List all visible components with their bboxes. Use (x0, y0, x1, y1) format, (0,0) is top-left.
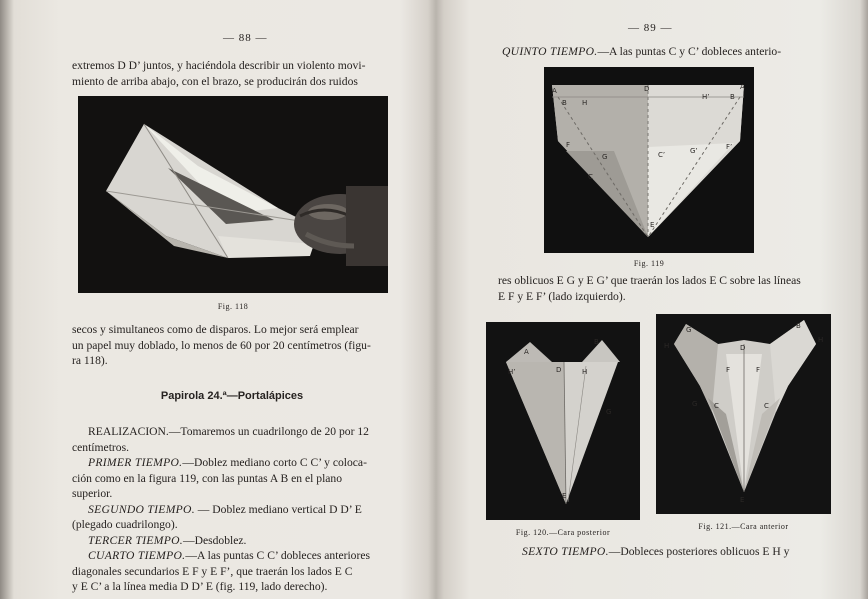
fig120-label: D (556, 366, 562, 374)
figure-120-caption: Fig. 120.—Cara posterior (515, 528, 611, 537)
figure-119-caption: Fig. 119 (633, 259, 665, 268)
fig119-label: F’ (726, 143, 733, 151)
portalapices-fold-diagram-image (544, 67, 754, 253)
fig119-label: F (566, 141, 571, 149)
fig121-label: G (686, 326, 692, 334)
paragraph-text: —A las puntas C y C’ dobleces anterio- (597, 45, 782, 58)
paragraph-text: —Doblez mediano corto C C’ y coloca- (182, 456, 367, 469)
intro-text (72, 58, 392, 89)
section-heading: Papirola 24.ª—Portalápices (160, 390, 304, 402)
text-line (522, 544, 852, 560)
quinto-text (502, 44, 842, 60)
paragraph-lead: REALIZACION. (88, 425, 169, 438)
fig120-label: G (606, 408, 612, 416)
paragraph-cont: centímetros. (72, 440, 129, 454)
fig119-label: H (582, 99, 588, 107)
fig121-label: E (740, 496, 745, 504)
fig120-label: E (562, 492, 567, 500)
text-line: un papel muy doblado, lo menos de 60 por 20 centímetros (figu- (72, 338, 371, 352)
paragraph-lead: TERCER TIEMPO. (88, 533, 184, 547)
paragraph-cont: ción como en la figura 119, con las puntas A B en el plano (72, 471, 343, 485)
fig121-label: H (664, 342, 670, 350)
fig119-label: H’ (702, 93, 710, 101)
folded-paper-hand-image (78, 96, 388, 293)
fig120-label: H (582, 368, 588, 376)
fig121-label: F (756, 366, 761, 374)
fig119-label: G’ (690, 147, 698, 155)
text-line: extremos D D’ juntos, y haciéndola describir un violento movi- (72, 59, 366, 72)
paragraph-lead: SEXTO TIEMPO. (522, 545, 609, 558)
paragraph-lead: CUARTO TIEMPO. (88, 549, 186, 562)
fig120-label: H’ (508, 368, 516, 376)
back-face-fold-image (486, 322, 640, 520)
paragraph-lead: PRIMER TIEMPO. (88, 456, 183, 469)
fig121-label: F (726, 366, 731, 374)
paragraph-cont: y E C’ a la línea media D D’ E (fig. 119, lado derecho). (72, 580, 328, 593)
paragraph-text: —Tomaremos un cuadrilongo de 20 por 12 (168, 425, 369, 438)
page-number-left: — 88 — (223, 32, 268, 44)
fig121-label: C (714, 402, 719, 410)
fig119-label: B (562, 99, 567, 107)
page-number-right: — 89 — (628, 22, 673, 34)
text-line: miento de arriba abajo, con el brazo, se producirán dos ruidos (72, 74, 358, 88)
after-figure-text (72, 322, 392, 369)
figure-121-photo (656, 314, 831, 514)
fig120-label: A (524, 348, 529, 356)
text-line: ra 118). (72, 354, 108, 367)
paragraph-lead: SEGUNDO TIEMPO. (88, 502, 195, 516)
paragraph-cont: (plegado cuadrilongo). (72, 518, 178, 531)
right-page (436, 0, 868, 599)
paragraph-tercer (72, 533, 392, 549)
fig121-label: H (818, 336, 824, 344)
figure-119-photo (544, 67, 754, 253)
paragraph-text: —A las puntas C C’ dobleces anteriores (185, 549, 370, 562)
fig119-label: G (602, 153, 608, 161)
paragraph-cuarto (72, 548, 392, 564)
instructions-text (72, 424, 392, 595)
fig119-label: B (730, 93, 735, 101)
fig121-label: B (796, 322, 801, 330)
paragraph-text: —Desdoblez. (183, 533, 247, 547)
fig121-label: C (764, 402, 769, 410)
text-line: res oblicuos E G y E G’ que traerán los lados E C sobre las líneas (498, 274, 801, 287)
fig119-label: C (588, 173, 593, 181)
figure-118-photo (78, 96, 388, 293)
fig119-label: A (740, 83, 745, 91)
paragraph-segundo (72, 502, 392, 518)
fig119-label: A (552, 87, 557, 95)
paragraph-cont: diagonales secundarios E F y E F’, que traerán los lados E C (72, 564, 353, 578)
paragraph-realizacion (72, 424, 392, 440)
text-line: secos y simultaneos como de disparos. Lo mejor será emplear (72, 323, 359, 336)
paragraph-lead: QUINTO TIEMPO. (502, 45, 598, 58)
paragraph-cont: superior. (72, 487, 113, 500)
text-line: E F y E F’ (lado izquierdo). (498, 289, 626, 303)
paragraph-primer (72, 455, 392, 471)
fig119-label: C’ (658, 151, 666, 159)
fig119-label: D (644, 85, 650, 93)
fig120-label: B (594, 338, 599, 346)
figure-120-photo (486, 322, 640, 520)
mid-text (498, 273, 844, 304)
figure-121-caption: Fig. 121.—Cara anterior (698, 522, 789, 531)
figure-118-caption: Fig. 118 (217, 302, 249, 311)
paragraph-text: — Doblez mediano vertical D D’ E (194, 502, 362, 516)
fig121-label: D (740, 344, 746, 352)
fig119-label: E (650, 221, 655, 229)
paragraph-text: —Dobleces posteriores oblicuos E H y (608, 545, 790, 558)
front-face-fold-image (656, 314, 831, 514)
sexto-text (522, 544, 852, 560)
text-line (502, 44, 842, 60)
fig121-label: G (692, 400, 698, 408)
